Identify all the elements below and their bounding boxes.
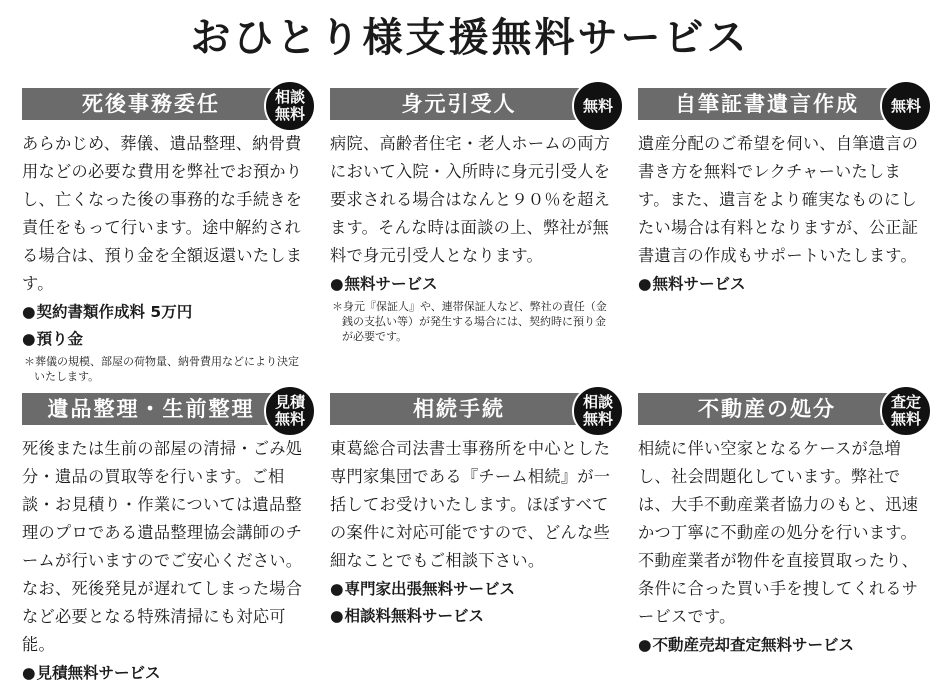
bullet-item: ● 無料サービス	[638, 272, 938, 297]
card-heading: 身元引受人	[330, 88, 598, 120]
bullet-item: ● 不動産売却査定無料サービス	[638, 633, 938, 658]
card-body: 遺産分配のご希望を伺い、自筆遺言の書き方を無料でレクチャーいたします。また、遺言をより確実なものにしたい場合は有料となりますが、公正証書遺言の作成もサポートいたします。	[638, 134, 919, 265]
card-body: 相続に伴い空家となるケースが急増し、社会問題化しています。弊社では、大手不動産業者協力のもと、迅速かつ丁寧に不動産の処分を行います。不動産業者が物件を直接買取ったり、条件に合った買い手を捜してくれるサービスです。	[638, 439, 919, 626]
service-card-inheritance	[330, 385, 630, 629]
service-card-guarantor	[330, 80, 630, 344]
card-header	[22, 385, 322, 427]
card-body: あらかじめ、葬儀、遺品整理、納骨費用などの必要な費用を弊社でお預かりし、亡くなった後の事務的な手続きを責任をもって行います。途中解約される場合は、預り金を全額返還いたします。	[22, 134, 303, 293]
service-card-real-estate	[638, 385, 938, 658]
card-heading: 遺品整理・生前整理	[22, 393, 290, 425]
bullet-item: ● 預り金	[22, 327, 322, 352]
free-badge: 相談無料	[264, 80, 316, 132]
free-badge: 無料	[572, 80, 624, 132]
footnote: ＊ 身元『保証人』や、連帯保証人など、弊社の責任（金銭の支払い等）が発生する場合には、契約時に預り金が必要です。	[330, 299, 614, 344]
card-heading: 不動産の処分	[638, 393, 906, 425]
bullet-item: ● 契約書類作成料 5万円	[22, 300, 322, 325]
bullet-item: ● 無料サービス	[330, 272, 630, 297]
card-header	[638, 80, 938, 122]
card-body: 死後または生前の部屋の清掃・ごみ処分・遺品の買取等を行います。ご相談・お見積り・作業については遺品整理のプロである遺品整理協会講師のチームが行いますのでご安心ください。なお、死後発見が遅れてしまった場合など必要となる特殊清掃にも対応可能。	[22, 439, 303, 654]
card-heading: 死後事務委任	[22, 88, 290, 120]
card-heading: 相続手続	[330, 393, 598, 425]
card-heading: 自筆証書遺言作成	[638, 88, 906, 120]
service-card-estate-cleanup	[22, 385, 322, 686]
card-header	[22, 80, 322, 122]
bullet-item: ● 専門家出張無料サービス	[330, 577, 630, 602]
card-header	[330, 385, 630, 427]
bullet-item: ● 相談料無料サービス	[330, 604, 630, 629]
service-card-posthumous-affairs	[22, 80, 322, 384]
bullet-item: ● 見積無料サービス	[22, 661, 322, 686]
service-card-holographic-will	[638, 80, 938, 297]
footnote: ＊ 葬儀の規模、部屋の荷物量、納骨費用などにより決定いたします。	[22, 354, 306, 384]
card-body: 東葛総合司法書士事務所を中心とした専門家集団である『チーム相続』が一括してお受けいたします。ほぼすべての案件に対応可能ですので、どんな些細なことでもご相談下さい。	[330, 439, 611, 570]
page-title: おひとり様支援無料サービス	[190, 15, 750, 61]
free-badge: 見積無料	[264, 385, 316, 437]
card-header	[638, 385, 938, 427]
free-badge: 査定無料	[880, 385, 932, 437]
card-header	[330, 80, 630, 122]
free-badge: 相談無料	[572, 385, 624, 437]
free-badge: 無料	[880, 80, 932, 132]
card-body: 病院、高齢者住宅・老人ホームの両方において入院・入所時に身元引受人を要求される場合はなんと９０％を超えます。そんな時は面談の上、弊社が無料で身元引受人となります。	[330, 134, 611, 265]
